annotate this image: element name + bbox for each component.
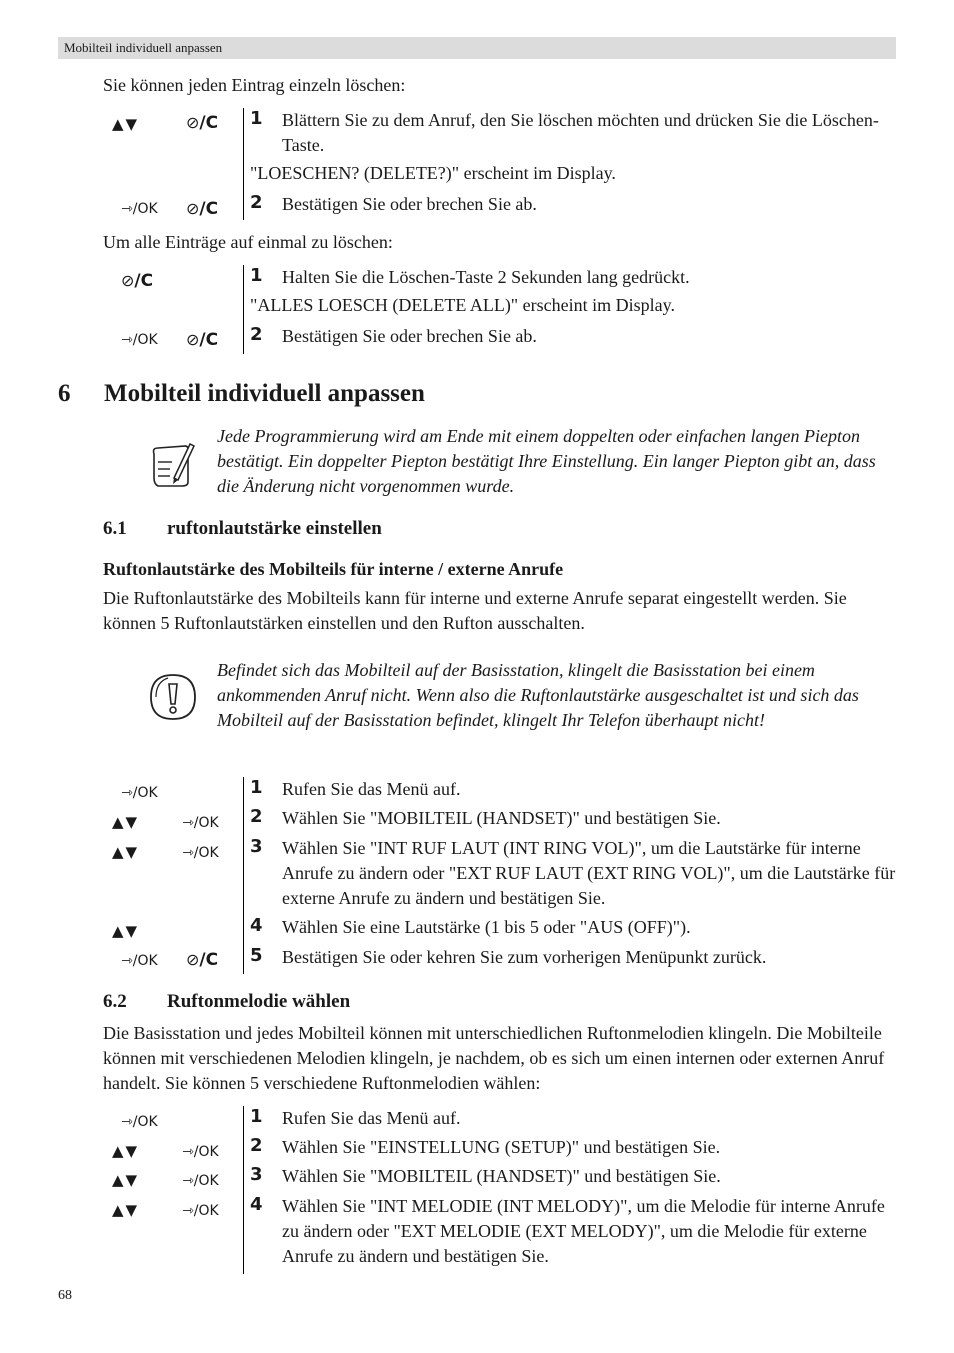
step-number: 4 bbox=[250, 915, 263, 936]
section-heading bbox=[103, 991, 350, 1013]
step-text: Wählen Sie "INT MELODIE (INT MELODY)", um die Melodie für interne Anrufe zu ändern oder "EXT MELODIE (EXT MELODY)", um die Melodie für externe Anrufe zu ändern und bestätigen Sie. bbox=[282, 1196, 885, 1266]
warning-exclamation-icon bbox=[148, 672, 198, 722]
delete-c-key-icon: ⊘/C bbox=[186, 330, 219, 350]
step-number: 1 bbox=[250, 777, 263, 798]
step-text: Rufen Sie das Menü auf. bbox=[282, 779, 461, 799]
step-number: 2 bbox=[250, 806, 263, 827]
arrow-keys-icon: ▲▼ bbox=[112, 1171, 140, 1189]
step-text: Wählen Sie "INT RUF LAUT (INT RING VOL)", um die Lautstärke für interne Anrufe zu ändern oder "EXT RUF LAUT (EXT RING VOL)", um die Lautstärke für externe Anrufe zu ändern und bestätigen Sie. bbox=[282, 838, 896, 908]
running-header-title: Mobilteil individuell anpassen bbox=[64, 40, 223, 55]
ok-key-icon: ⇾/OK bbox=[182, 845, 219, 861]
step-text: Wählen Sie "MOBILTEIL (HANDSET)" und bestätigen Sie. bbox=[282, 808, 721, 828]
step-text: Bestätigen Sie oder kehren Sie zum vorherigen Menüpunkt zurück. bbox=[282, 947, 767, 967]
step-text: Rufen Sie das Menü auf. bbox=[282, 1108, 461, 1128]
step-number: 1 bbox=[250, 1106, 263, 1127]
section-heading bbox=[103, 518, 382, 540]
delete-single-steps bbox=[103, 108, 898, 220]
step-number: 1 bbox=[250, 108, 263, 129]
step-text: Wählen Sie eine Lautstärke (1 bis 5 oder "AUS (OFF)"). bbox=[282, 917, 691, 937]
ok-key-icon: ⇾/OK bbox=[121, 201, 158, 217]
mute-symbol-icon: ⊘ bbox=[186, 330, 200, 349]
ok-key-icon: ⇾/OK bbox=[182, 1173, 219, 1189]
delete-all-steps bbox=[103, 265, 898, 354]
chapter-number: 6 bbox=[58, 380, 71, 407]
section-number: 6.1 bbox=[103, 518, 127, 539]
chapter-note: Jede Programmierung wird am Ende mit einem doppelten oder einfachen langen Piepton bestätigt. Ein doppelter Piepton bestätigt Ihre Einstellung. Ein langer Piepton gibt an, dass die Änderung nicht vorgenommen wurde. bbox=[217, 426, 876, 496]
subsection-heading: Ruftonlautstärke des Mobilteils für interne / externe Anrufe bbox=[103, 559, 564, 579]
ok-key-icon: ⇾/OK bbox=[182, 815, 219, 831]
arrow-keys-icon: ▲▼ bbox=[112, 115, 140, 133]
delete-single-intro: Sie können jeden Eintrag einzeln löschen: bbox=[103, 75, 406, 95]
arrow-keys-icon: ▲▼ bbox=[112, 843, 140, 861]
ok-key-icon: ⇾/OK bbox=[182, 1203, 219, 1219]
step-text: Bestätigen Sie oder brechen Sie ab. bbox=[282, 326, 537, 346]
section-title: Ruftonmelodie wählen bbox=[167, 991, 351, 1012]
ok-key-icon: ⇾/OK bbox=[121, 953, 158, 969]
mute-symbol-icon: ⊘ bbox=[186, 199, 200, 218]
step-number: 3 bbox=[250, 836, 263, 857]
mute-symbol-icon: ⊘ bbox=[186, 113, 200, 132]
page-number: 68 bbox=[58, 1288, 72, 1303]
display-message: "ALLES LOESCH (DELETE ALL)" erscheint im Display. bbox=[250, 295, 675, 315]
delete-all-intro: Um alle Einträge auf einmal zu löschen: bbox=[103, 232, 393, 252]
arrow-keys-icon: ▲▼ bbox=[112, 922, 140, 940]
step-text: Bestätigen Sie oder brechen Sie ab. bbox=[282, 194, 537, 214]
warning-note: Befindet sich das Mobilteil auf der Basisstation, klingelt die Basisstation bei einem ankommenden Anruf nicht. Wenn also die Ruftonlautstärke ausgeschaltet ist und sich das Mobilteil auf der Basisstation befindet, klingelt Ihr Telefon überhaupt nicht! bbox=[217, 660, 859, 730]
step-number: 1 bbox=[250, 265, 263, 286]
step-number: 4 bbox=[250, 1194, 263, 1215]
step-divider bbox=[243, 108, 244, 220]
chapter-heading bbox=[58, 380, 425, 408]
delete-c-key-icon: ⊘/C bbox=[186, 113, 219, 133]
ring-melody-steps bbox=[103, 1106, 898, 1274]
step-number: 2 bbox=[250, 1135, 263, 1156]
delete-c-key-icon: ⊘/C bbox=[186, 199, 219, 219]
step-text: Halten Sie die Löschen-Taste 2 Sekunden lang gedrückt. bbox=[282, 267, 690, 287]
delete-c-key-icon: ⊘/C bbox=[186, 950, 219, 970]
section-paragraph: Die Ruftonlautstärke des Mobilteils kann für interne und externe Anrufe separat eingestellt werden. Sie können 5 Ruftonlautstärken einstellen und den Rufton ausschalten. bbox=[103, 588, 847, 633]
step-text: Wählen Sie "MOBILTEIL (HANDSET)" und bestätigen Sie. bbox=[282, 1166, 721, 1186]
step-divider bbox=[243, 265, 244, 354]
mute-symbol-icon: ⊘ bbox=[121, 271, 135, 290]
step-number: 5 bbox=[250, 945, 263, 966]
section-number: 6.2 bbox=[103, 991, 127, 1012]
ok-key-icon: ⇾/OK bbox=[121, 1114, 158, 1130]
step-text: Wählen Sie "EINSTELLUNG (SETUP)" und bestätigen Sie. bbox=[282, 1137, 721, 1157]
running-header bbox=[58, 37, 896, 59]
step-text: Blättern Sie zu dem Anruf, den Sie löschen möchten und drücken Sie die Löschen-Taste. bbox=[282, 110, 879, 155]
chapter-title: Mobilteil individuell anpassen bbox=[104, 380, 425, 407]
step-number: 2 bbox=[250, 192, 263, 213]
step-divider bbox=[243, 777, 244, 974]
arrow-keys-icon: ▲▼ bbox=[112, 1142, 140, 1160]
arrow-keys-icon: ▲▼ bbox=[112, 1201, 140, 1219]
ok-key-icon: ⇾/OK bbox=[121, 785, 158, 801]
mute-symbol-icon: ⊘ bbox=[186, 950, 200, 969]
step-divider bbox=[243, 1106, 244, 1274]
ok-key-icon: ⇾/OK bbox=[182, 1144, 219, 1160]
arrow-keys-icon: ▲▼ bbox=[112, 813, 140, 831]
section-paragraph: Die Basisstation und jedes Mobilteil können mit unterschiedlichen Ruftonmelodien klingeln. Die Mobilteile können mit verschiedenen Melodien klingeln, je nachdem, ob es sich um einen internen oder externen Anruf handelt. Sie können 5 verschiedene Ruftonmelodien wählen: bbox=[103, 1023, 885, 1093]
display-message: "LOESCHEN? (DELETE?)" erscheint im Display. bbox=[250, 163, 616, 183]
section-title: ruftonlautstärke einstellen bbox=[167, 518, 382, 539]
step-number: 2 bbox=[250, 324, 263, 345]
ring-volume-steps bbox=[103, 777, 898, 974]
step-number: 3 bbox=[250, 1164, 263, 1185]
note-pencil-icon bbox=[148, 440, 196, 490]
delete-c-key-icon: ⊘/C bbox=[121, 271, 154, 291]
ok-key-icon: ⇾/OK bbox=[121, 332, 158, 348]
